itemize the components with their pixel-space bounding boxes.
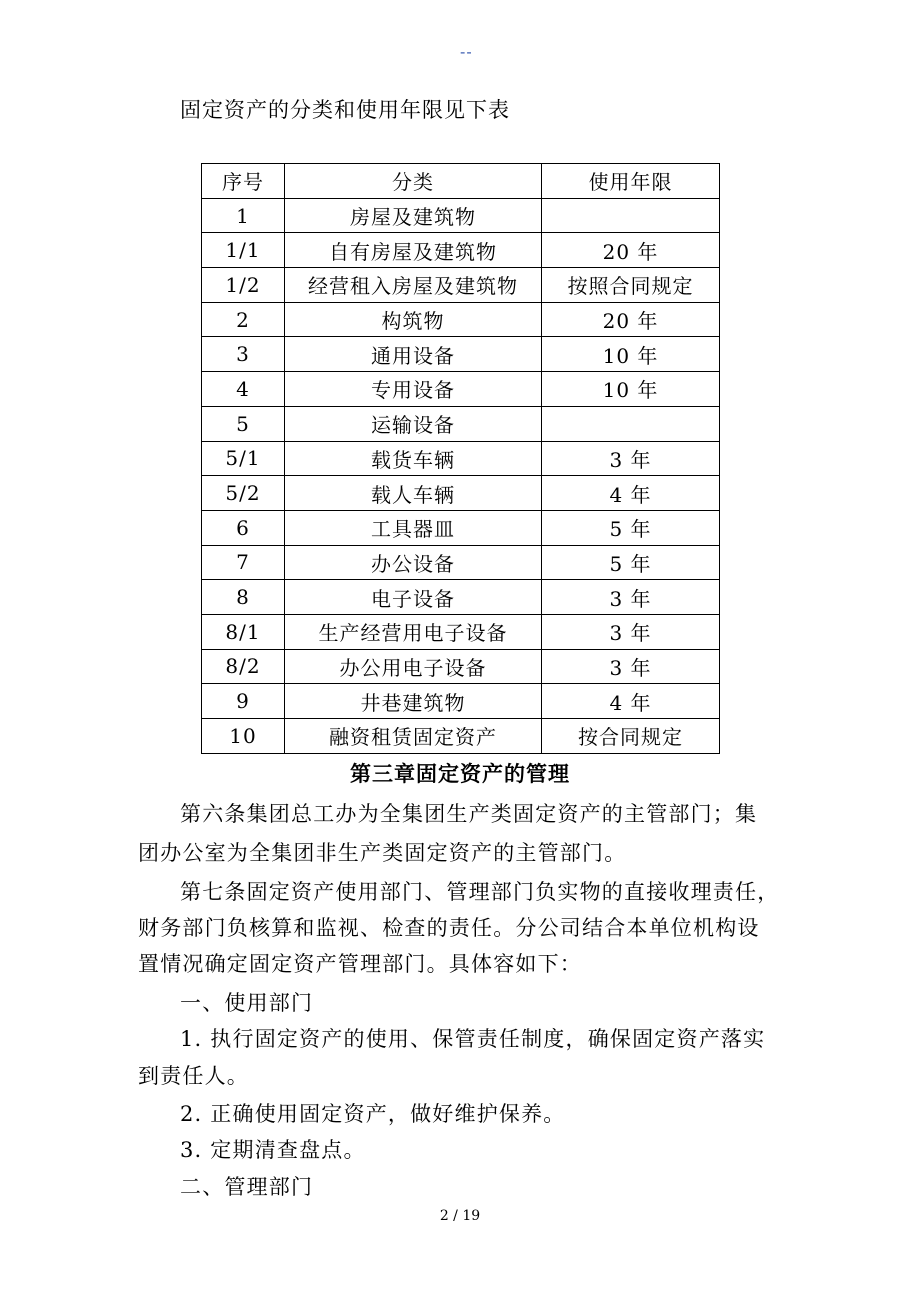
cell-useful-life: 3 年 bbox=[542, 441, 720, 476]
item-2: 2. 正确使用固定资产，做好维护保养。 bbox=[180, 1102, 566, 1126]
cell-seq: 2 bbox=[202, 302, 285, 337]
cell-useful-life: 4 年 bbox=[542, 476, 720, 511]
item-1-line-2: 到责任人。 bbox=[138, 1064, 249, 1088]
cell-category: 载货车辆 bbox=[285, 441, 542, 476]
cell-useful-life: 3 年 bbox=[542, 614, 720, 649]
cell-category: 办公用电子设备 bbox=[285, 649, 542, 684]
table-row bbox=[202, 198, 720, 233]
table-row bbox=[202, 406, 720, 441]
cell-useful-life bbox=[542, 406, 720, 441]
table-row bbox=[202, 476, 720, 511]
cell-seq: 8/2 bbox=[202, 649, 285, 684]
table-row bbox=[202, 233, 720, 268]
table-row bbox=[202, 719, 720, 754]
header-useful-life: 使用年限 bbox=[542, 164, 720, 199]
item-3: 3. 定期清查盘点。 bbox=[180, 1138, 366, 1162]
cell-useful-life: 3 年 bbox=[542, 649, 720, 684]
cell-useful-life: 10 年 bbox=[542, 372, 720, 407]
cell-useful-life: 20 年 bbox=[542, 233, 720, 268]
table-row bbox=[202, 441, 720, 476]
cell-category: 融资租赁固定资产 bbox=[285, 719, 542, 754]
cell-category: 生产经营用电子设备 bbox=[285, 614, 542, 649]
section-1-heading: 一、使用部门 bbox=[180, 991, 314, 1015]
table-row bbox=[202, 302, 720, 337]
cell-category: 载人车辆 bbox=[285, 476, 542, 511]
chapter-title: 第三章固定资产的管理 bbox=[350, 761, 570, 786]
cell-seq: 6 bbox=[202, 510, 285, 545]
table-row bbox=[202, 614, 720, 649]
cell-category: 房屋及建筑物 bbox=[285, 198, 542, 233]
intro-text: 固定资产的分类和使用年限见下表 bbox=[180, 98, 510, 122]
cell-useful-life: 按照合同规定 bbox=[542, 268, 720, 303]
article-6-line-1: 第六条集团总工办为全集团生产类固定资产的主管部门；集 bbox=[180, 802, 758, 826]
table-row bbox=[202, 268, 720, 303]
article-7-line-2: 财务部门负核算和监视、检查的责任。分公司结合本单位机构设 bbox=[138, 916, 760, 940]
cell-category: 经营租入房屋及建筑物 bbox=[285, 268, 542, 303]
cell-useful-life: 5 年 bbox=[542, 510, 720, 545]
cell-category: 专用设备 bbox=[285, 372, 542, 407]
table-row bbox=[202, 510, 720, 545]
cell-seq: 5/2 bbox=[202, 476, 285, 511]
cell-seq: 5/1 bbox=[202, 441, 285, 476]
cell-seq: 7 bbox=[202, 545, 285, 580]
header-category: 分类 bbox=[285, 164, 542, 199]
cell-seq: 1 bbox=[202, 198, 285, 233]
table-row bbox=[202, 372, 720, 407]
article-6-line-2: 团办公室为全集团非生产类固定资产的主管部门。 bbox=[138, 841, 627, 865]
table-header-row bbox=[202, 164, 720, 199]
header-seq: 序号 bbox=[202, 164, 285, 199]
cell-category: 通用设备 bbox=[285, 337, 542, 372]
article-7-line-1: 第七条固定资产使用部门、管理部门负实物的直接收理责任， bbox=[180, 880, 780, 904]
cell-seq: 4 bbox=[202, 372, 285, 407]
table-row bbox=[202, 580, 720, 615]
cell-seq: 5 bbox=[202, 406, 285, 441]
cell-category: 构筑物 bbox=[285, 302, 542, 337]
cell-category: 工具器皿 bbox=[285, 510, 542, 545]
cell-category: 井巷建筑物 bbox=[285, 684, 542, 719]
table-row bbox=[202, 649, 720, 684]
cell-seq: 1/1 bbox=[202, 233, 285, 268]
cell-useful-life: 3 年 bbox=[542, 580, 720, 615]
cell-seq: 10 bbox=[202, 719, 285, 754]
cell-category: 自有房屋及建筑物 bbox=[285, 233, 542, 268]
asset-classification-table bbox=[201, 163, 720, 754]
cell-seq: 1/2 bbox=[202, 268, 285, 303]
cell-useful-life bbox=[542, 198, 720, 233]
table-row bbox=[202, 337, 720, 372]
section-2-heading: 二、管理部门 bbox=[180, 1175, 314, 1199]
cell-seq: 8/1 bbox=[202, 614, 285, 649]
table-row bbox=[202, 545, 720, 580]
cell-useful-life: 10 年 bbox=[542, 337, 720, 372]
cell-useful-life: 5 年 bbox=[542, 545, 720, 580]
cell-category: 办公设备 bbox=[285, 545, 542, 580]
cell-seq: 8 bbox=[202, 580, 285, 615]
article-7-line-3: 置情况确定固定资产管理部门。具体容如下： bbox=[138, 952, 582, 976]
item-1-line-1: 1. 执行固定资产的使用、保管责任制度，确保固定资产落实 bbox=[180, 1027, 766, 1051]
header-mark: -- bbox=[460, 44, 473, 61]
cell-category: 运输设备 bbox=[285, 406, 542, 441]
cell-seq: 3 bbox=[202, 337, 285, 372]
page-number: 2 / 19 bbox=[439, 1208, 481, 1224]
cell-useful-life: 20 年 bbox=[542, 302, 720, 337]
cell-seq: 9 bbox=[202, 684, 285, 719]
cell-category: 电子设备 bbox=[285, 580, 542, 615]
table-row bbox=[202, 684, 720, 719]
cell-useful-life: 按合同规定 bbox=[542, 719, 720, 754]
cell-useful-life: 4 年 bbox=[542, 684, 720, 719]
